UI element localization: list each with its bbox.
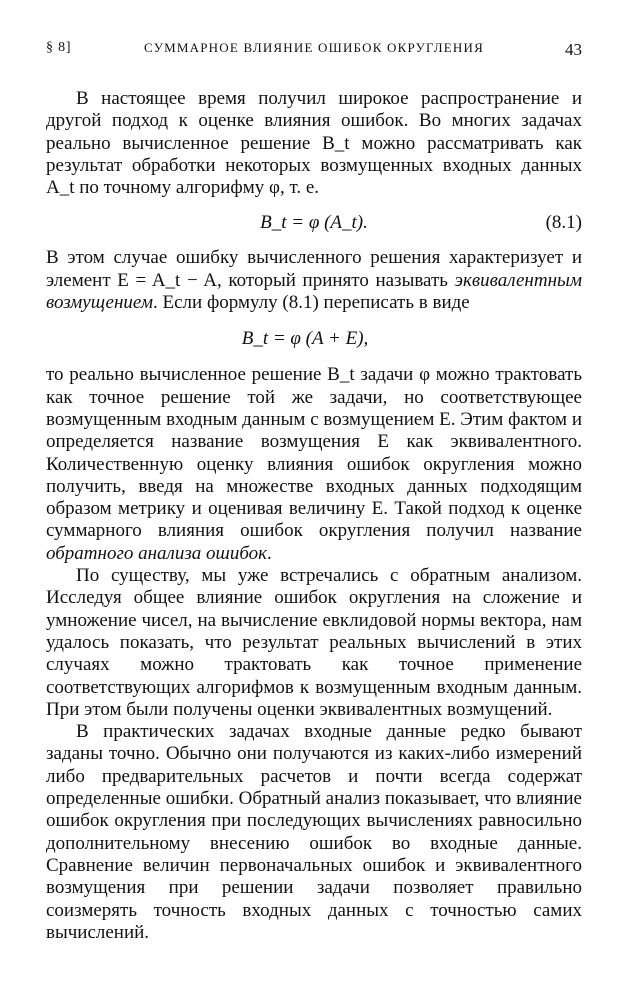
page-number: 43	[565, 40, 582, 59]
term-equivalent-perturbation: эквивалентным возмущением	[46, 269, 582, 314]
formula-8-1	[46, 199, 582, 247]
paragraph-4: По существу, мы уже встречались с обратным анализом. Исследуя общее влияние ошибок округления на сложение и умножение чисел, на вычисление евклидовой нормы вектора, нам удалось показать, что результат реальных вычислений в этих случаях можно трактовать как точное применение соответствующих алгорифмов к возмущенным входным данным. При этом были получены оценки эквивалентных возмущений.	[46, 565, 582, 720]
section-mark: § 8]	[46, 40, 72, 55]
paragraph-2-text: В этом случае ошибку вычисленного решения характеризует и элемент E = A_t − A, который принято называть	[46, 247, 582, 291]
term-backward-error-analysis: обратного анализа ошибок	[46, 542, 268, 564]
paragraph-3-text: то реально вычисленное решение B_t задачи φ можно трактовать как точное решение той же задачи, но соответствующее возмущенным входным данным с возмущением E. Этим фактом и определяется название возмущения E как эквивалентного. Количественную оценку влияния ошибок округления можно получить, введя на множестве входных данных подходящим образом метрику и оценивая величину E. Такой подход к оценке суммарного влияния ошибок округления получил название	[46, 364, 582, 542]
paragraph-5: В практических задачах входные данные редко бывают заданы точно. Обычно они получаются из каких-либо измерений либо предварительных расчетов и почти всегда содержат определенные ошибки. Обратный анализ показывает, что влияние ошибок округления при последующих вычислениях равносильно дополнительному внесению ошибок во входные данные. Сравнение величин первоначальных ошибок и эквивалентного возмущения при решении задачи позволяет правильно соизмерять точность входных данных с точностью самих вычислений.	[46, 721, 582, 943]
page-body	[46, 88, 582, 944]
chapter-title: СУММАРНОЕ ВЛИЯНИЕ ОШИБОК ОКРУГЛЕНИЯ	[144, 40, 484, 55]
formula-8-1-expression: B_t = φ (A_t).	[260, 212, 368, 234]
formula-8-1-number: (8.1)	[545, 212, 582, 234]
paragraph-1: В настоящее время получил широкое распространение и другой подход к оценке влияния ошибок. Во многих задачах реально вычисленное решение B_t можно рассматривать как результат обработки некоторых возмущенных входных данных A_t по точному алгорифму φ, т. е.	[46, 88, 582, 199]
formula-perturbed-expression: B_t = φ (A + E),	[241, 328, 369, 350]
formula-perturbed	[46, 314, 582, 364]
paragraph-2-end: . Если формулу (8.1) переписать в виде	[153, 292, 470, 314]
running-head	[46, 40, 582, 60]
paragraph-3-end: .	[267, 542, 272, 564]
paragraph-2	[46, 247, 582, 314]
paragraph-3	[46, 364, 582, 565]
